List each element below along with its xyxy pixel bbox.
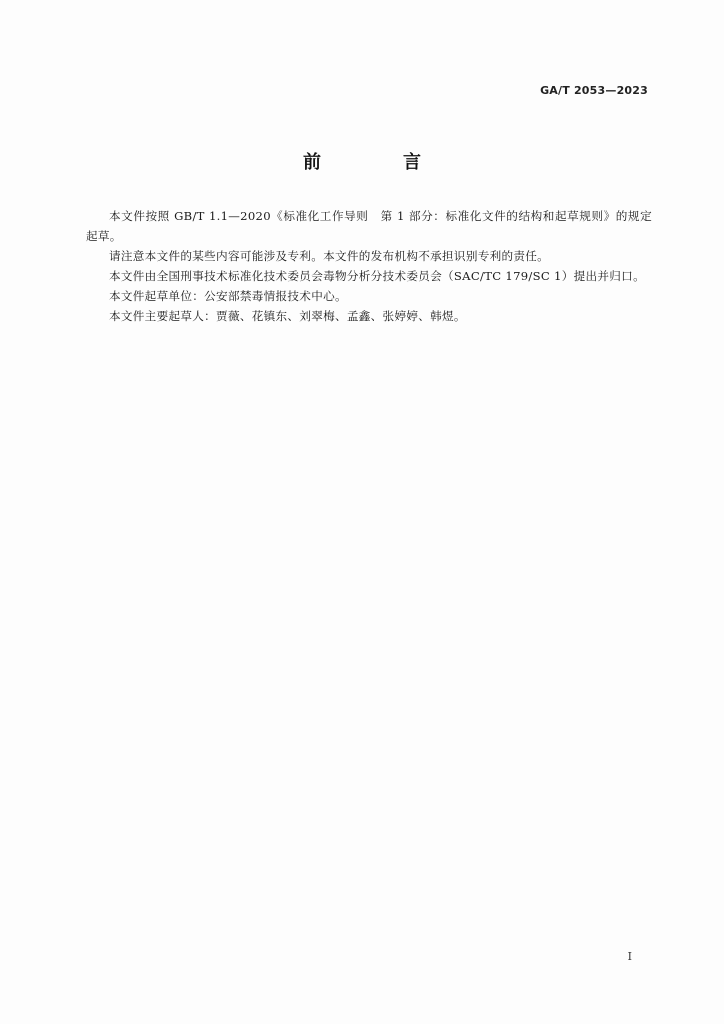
page-title: 前 言 (303, 152, 453, 173)
paragraph-drafting-rules: 本文件按照 GB/T 1.1—2020《标准化工作导则 第 1 部分：标准化文件的结构和起草规则》的规定起草。 (86, 209, 652, 243)
foreword-body (86, 206, 652, 326)
paragraph-drafters: 本文件主要起草人：贾薇、花镇东、刘翠梅、孟鑫、张婷婷、韩煜。 (109, 309, 466, 323)
paragraph-proposer: 本文件由全国刑事技术标准化技术委员会毒物分析分技术委员会（SAC/TC 179/SC 1）提出并归口。 (109, 269, 645, 283)
page-number: I (627, 950, 632, 963)
standard-code-header: GA/T 2053—2023 (540, 84, 648, 97)
paragraph-patent-notice: 请注意本文件的某些内容可能涉及专利。本文件的发布机构不承担识别专利的责任。 (109, 249, 550, 263)
paragraph-drafting-unit: 本文件起草单位：公安部禁毒情报技术中心。 (109, 289, 347, 303)
